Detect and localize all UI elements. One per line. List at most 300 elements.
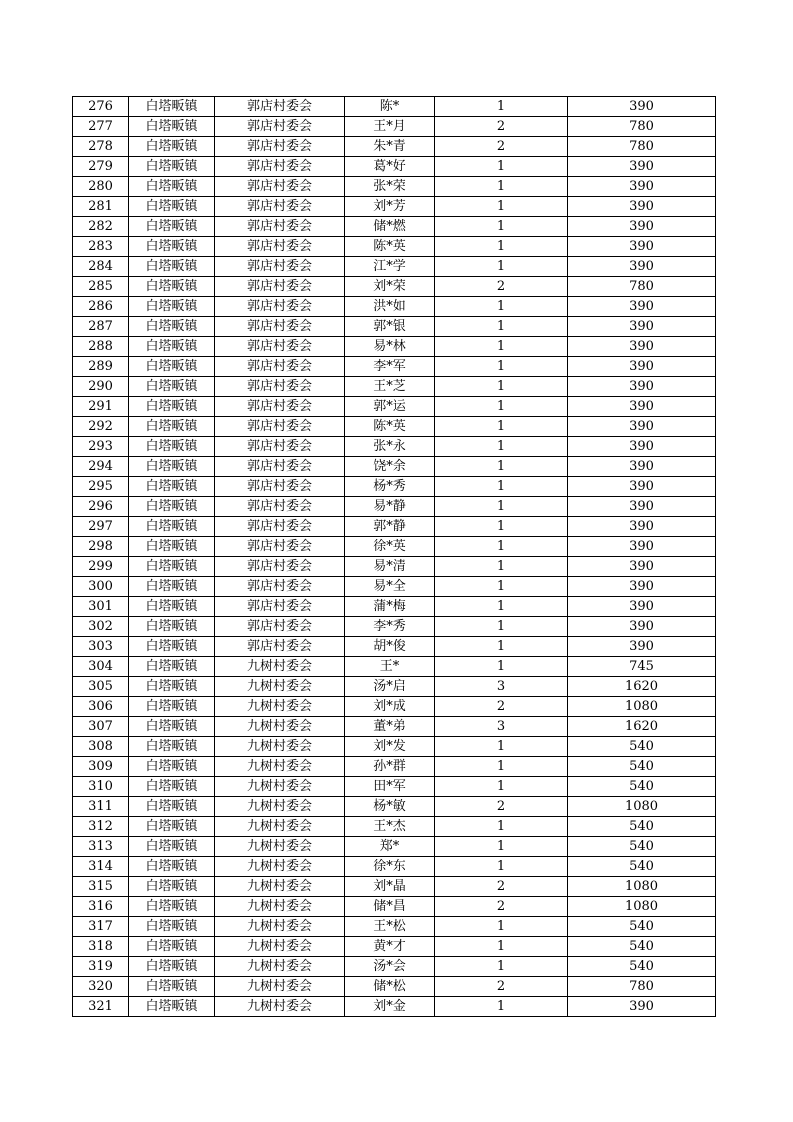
town-cell: 白塔畈镇	[129, 437, 215, 457]
name-cell: 储*燃	[345, 217, 435, 237]
row-number-cell: 316	[73, 897, 129, 917]
amount-cell: 390	[568, 497, 716, 517]
count-cell: 2	[435, 137, 568, 157]
amount-cell: 390	[568, 417, 716, 437]
row-number-cell: 300	[73, 577, 129, 597]
name-cell: 郭*银	[345, 317, 435, 337]
town-cell: 白塔畈镇	[129, 457, 215, 477]
row-number-cell: 297	[73, 517, 129, 537]
town-cell: 白塔畈镇	[129, 597, 215, 617]
village-committee-cell: 郭店村委会	[215, 97, 345, 117]
amount-cell: 1080	[568, 797, 716, 817]
village-committee-cell: 九树村委会	[215, 657, 345, 677]
town-cell: 白塔畈镇	[129, 297, 215, 317]
village-committee-cell: 郭店村委会	[215, 477, 345, 497]
row-number-cell: 305	[73, 677, 129, 697]
count-cell: 1	[435, 177, 568, 197]
amount-cell: 1080	[568, 697, 716, 717]
amount-cell: 390	[568, 177, 716, 197]
count-cell: 1	[435, 357, 568, 377]
table-row	[73, 797, 716, 817]
row-number-cell: 315	[73, 877, 129, 897]
amount-cell: 390	[568, 97, 716, 117]
amount-cell: 390	[568, 997, 716, 1017]
town-cell: 白塔畈镇	[129, 557, 215, 577]
table-row	[73, 117, 716, 137]
amount-cell: 1080	[568, 877, 716, 897]
village-committee-cell: 九树村委会	[215, 977, 345, 997]
table-row	[73, 657, 716, 677]
table-row	[73, 317, 716, 337]
amount-cell: 390	[568, 297, 716, 317]
town-cell: 白塔畈镇	[129, 697, 215, 717]
row-number-cell: 319	[73, 957, 129, 977]
town-cell: 白塔畈镇	[129, 797, 215, 817]
row-number-cell: 295	[73, 477, 129, 497]
row-number-cell: 292	[73, 417, 129, 437]
amount-cell: 390	[568, 637, 716, 657]
town-cell: 白塔畈镇	[129, 337, 215, 357]
amount-cell: 390	[568, 537, 716, 557]
table-row	[73, 437, 716, 457]
amount-cell: 390	[568, 377, 716, 397]
row-number-cell: 285	[73, 277, 129, 297]
name-cell: 李*军	[345, 357, 435, 377]
row-number-cell: 290	[73, 377, 129, 397]
table-body	[73, 97, 716, 1017]
village-committee-cell: 郭店村委会	[215, 617, 345, 637]
count-cell: 1	[435, 757, 568, 777]
town-cell: 白塔畈镇	[129, 897, 215, 917]
village-committee-cell: 九树村委会	[215, 837, 345, 857]
name-cell: 朱*青	[345, 137, 435, 157]
village-committee-cell: 郭店村委会	[215, 337, 345, 357]
name-cell: 刘*芳	[345, 197, 435, 217]
village-committee-cell: 郭店村委会	[215, 517, 345, 537]
table-row	[73, 777, 716, 797]
row-number-cell: 288	[73, 337, 129, 357]
row-number-cell: 284	[73, 257, 129, 277]
name-cell: 易*林	[345, 337, 435, 357]
row-number-cell: 296	[73, 497, 129, 517]
amount-cell: 390	[568, 337, 716, 357]
name-cell: 刘*发	[345, 737, 435, 757]
table-row	[73, 997, 716, 1017]
count-cell: 1	[435, 237, 568, 257]
row-number-cell: 286	[73, 297, 129, 317]
name-cell: 陈*英	[345, 417, 435, 437]
amount-cell: 780	[568, 137, 716, 157]
count-cell: 1	[435, 217, 568, 237]
town-cell: 白塔畈镇	[129, 177, 215, 197]
name-cell: 杨*秀	[345, 477, 435, 497]
table-row	[73, 897, 716, 917]
name-cell: 郑*	[345, 837, 435, 857]
town-cell: 白塔畈镇	[129, 537, 215, 557]
count-cell: 1	[435, 837, 568, 857]
count-cell: 1	[435, 617, 568, 637]
row-number-cell: 303	[73, 637, 129, 657]
table-row	[73, 977, 716, 997]
amount-cell: 390	[568, 397, 716, 417]
amount-cell: 390	[568, 217, 716, 237]
village-committee-cell: 郭店村委会	[215, 537, 345, 557]
row-number-cell: 299	[73, 557, 129, 577]
row-number-cell: 308	[73, 737, 129, 757]
row-number-cell: 281	[73, 197, 129, 217]
amount-cell: 1620	[568, 717, 716, 737]
count-cell: 1	[435, 317, 568, 337]
name-cell: 刘*荣	[345, 277, 435, 297]
row-number-cell: 283	[73, 237, 129, 257]
table-row	[73, 457, 716, 477]
name-cell: 洪*如	[345, 297, 435, 317]
village-committee-cell: 郭店村委会	[215, 217, 345, 237]
amount-cell: 390	[568, 517, 716, 537]
name-cell: 董*弟	[345, 717, 435, 737]
table-row	[73, 917, 716, 937]
town-cell: 白塔畈镇	[129, 957, 215, 977]
count-cell: 1	[435, 477, 568, 497]
town-cell: 白塔畈镇	[129, 217, 215, 237]
town-cell: 白塔畈镇	[129, 317, 215, 337]
town-cell: 白塔畈镇	[129, 637, 215, 657]
row-number-cell: 313	[73, 837, 129, 857]
table-row	[73, 677, 716, 697]
town-cell: 白塔畈镇	[129, 997, 215, 1017]
amount-cell: 540	[568, 917, 716, 937]
name-cell: 易*全	[345, 577, 435, 597]
row-number-cell: 320	[73, 977, 129, 997]
amount-cell: 390	[568, 257, 716, 277]
village-committee-cell: 郭店村委会	[215, 377, 345, 397]
name-cell: 汤*启	[345, 677, 435, 697]
table-row	[73, 597, 716, 617]
town-cell: 白塔畈镇	[129, 657, 215, 677]
village-committee-cell: 郭店村委会	[215, 237, 345, 257]
village-committee-cell: 九树村委会	[215, 897, 345, 917]
row-number-cell: 277	[73, 117, 129, 137]
village-committee-cell: 九树村委会	[215, 857, 345, 877]
count-cell: 1	[435, 517, 568, 537]
count-cell: 1	[435, 577, 568, 597]
town-cell: 白塔畈镇	[129, 577, 215, 597]
town-cell: 白塔畈镇	[129, 837, 215, 857]
amount-cell: 540	[568, 837, 716, 857]
row-number-cell: 289	[73, 357, 129, 377]
name-cell: 刘*晶	[345, 877, 435, 897]
table-row	[73, 197, 716, 217]
table-row	[73, 277, 716, 297]
amount-cell: 540	[568, 737, 716, 757]
count-cell: 1	[435, 297, 568, 317]
table-row	[73, 497, 716, 517]
table-row	[73, 97, 716, 117]
village-committee-cell: 郭店村委会	[215, 497, 345, 517]
table-row	[73, 137, 716, 157]
amount-cell: 390	[568, 357, 716, 377]
village-committee-cell: 郭店村委会	[215, 417, 345, 437]
count-cell: 3	[435, 677, 568, 697]
town-cell: 白塔畈镇	[129, 257, 215, 277]
village-committee-cell: 郭店村委会	[215, 177, 345, 197]
count-cell: 1	[435, 437, 568, 457]
name-cell: 王*	[345, 657, 435, 677]
village-committee-cell: 郭店村委会	[215, 137, 345, 157]
count-cell: 1	[435, 937, 568, 957]
town-cell: 白塔畈镇	[129, 417, 215, 437]
count-cell: 1	[435, 597, 568, 617]
count-cell: 1	[435, 777, 568, 797]
row-number-cell: 307	[73, 717, 129, 737]
count-cell: 1	[435, 257, 568, 277]
town-cell: 白塔畈镇	[129, 377, 215, 397]
name-cell: 易*静	[345, 497, 435, 517]
count-cell: 1	[435, 917, 568, 937]
amount-cell: 390	[568, 237, 716, 257]
town-cell: 白塔畈镇	[129, 517, 215, 537]
count-cell: 1	[435, 377, 568, 397]
name-cell: 葛*好	[345, 157, 435, 177]
table-row	[73, 397, 716, 417]
count-cell: 1	[435, 557, 568, 577]
row-number-cell: 287	[73, 317, 129, 337]
village-committee-cell: 郭店村委会	[215, 197, 345, 217]
village-committee-cell: 九树村委会	[215, 997, 345, 1017]
village-committee-cell: 九树村委会	[215, 757, 345, 777]
amount-cell: 390	[568, 457, 716, 477]
count-cell: 2	[435, 697, 568, 717]
name-cell: 孙*群	[345, 757, 435, 777]
town-cell: 白塔畈镇	[129, 817, 215, 837]
row-number-cell: 314	[73, 857, 129, 877]
town-cell: 白塔畈镇	[129, 397, 215, 417]
town-cell: 白塔畈镇	[129, 117, 215, 137]
count-cell: 1	[435, 97, 568, 117]
table-row	[73, 617, 716, 637]
count-cell: 1	[435, 957, 568, 977]
count-cell: 1	[435, 737, 568, 757]
document-page	[72, 96, 716, 1017]
count-cell: 1	[435, 417, 568, 437]
table-row	[73, 577, 716, 597]
amount-cell: 390	[568, 617, 716, 637]
town-cell: 白塔畈镇	[129, 617, 215, 637]
data-table	[72, 96, 716, 1017]
row-number-cell: 278	[73, 137, 129, 157]
amount-cell: 1080	[568, 897, 716, 917]
table-row	[73, 737, 716, 757]
name-cell: 刘*金	[345, 997, 435, 1017]
village-committee-cell: 郭店村委会	[215, 637, 345, 657]
name-cell: 徐*东	[345, 857, 435, 877]
town-cell: 白塔畈镇	[129, 477, 215, 497]
town-cell: 白塔畈镇	[129, 977, 215, 997]
count-cell: 3	[435, 717, 568, 737]
village-committee-cell: 郭店村委会	[215, 117, 345, 137]
town-cell: 白塔畈镇	[129, 737, 215, 757]
town-cell: 白塔畈镇	[129, 777, 215, 797]
village-committee-cell: 郭店村委会	[215, 257, 345, 277]
town-cell: 白塔畈镇	[129, 277, 215, 297]
amount-cell: 390	[568, 477, 716, 497]
table-row	[73, 537, 716, 557]
village-committee-cell: 九树村委会	[215, 877, 345, 897]
table-row	[73, 237, 716, 257]
row-number-cell: 312	[73, 817, 129, 837]
table-row	[73, 837, 716, 857]
village-committee-cell: 九树村委会	[215, 937, 345, 957]
amount-cell: 540	[568, 777, 716, 797]
count-cell: 1	[435, 457, 568, 477]
name-cell: 饶*余	[345, 457, 435, 477]
row-number-cell: 291	[73, 397, 129, 417]
name-cell: 江*学	[345, 257, 435, 277]
village-committee-cell: 郭店村委会	[215, 317, 345, 337]
town-cell: 白塔畈镇	[129, 197, 215, 217]
name-cell: 郭*运	[345, 397, 435, 417]
town-cell: 白塔畈镇	[129, 677, 215, 697]
name-cell: 王*芝	[345, 377, 435, 397]
table-row	[73, 957, 716, 977]
count-cell: 2	[435, 877, 568, 897]
row-number-cell: 293	[73, 437, 129, 457]
name-cell: 储*昌	[345, 897, 435, 917]
table-row	[73, 257, 716, 277]
amount-cell: 390	[568, 437, 716, 457]
village-committee-cell: 郭店村委会	[215, 397, 345, 417]
town-cell: 白塔畈镇	[129, 717, 215, 737]
town-cell: 白塔畈镇	[129, 137, 215, 157]
table-row	[73, 297, 716, 317]
village-committee-cell: 郭店村委会	[215, 557, 345, 577]
name-cell: 储*松	[345, 977, 435, 997]
count-cell: 2	[435, 977, 568, 997]
count-cell: 1	[435, 817, 568, 837]
amount-cell: 780	[568, 117, 716, 137]
table-row	[73, 217, 716, 237]
table-row	[73, 517, 716, 537]
count-cell: 1	[435, 337, 568, 357]
amount-cell: 540	[568, 937, 716, 957]
town-cell: 白塔畈镇	[129, 877, 215, 897]
amount-cell: 780	[568, 977, 716, 997]
count-cell: 1	[435, 657, 568, 677]
row-number-cell: 301	[73, 597, 129, 617]
row-number-cell: 317	[73, 917, 129, 937]
count-cell: 1	[435, 397, 568, 417]
table-row	[73, 417, 716, 437]
name-cell: 胡*俊	[345, 637, 435, 657]
village-committee-cell: 郭店村委会	[215, 437, 345, 457]
name-cell: 蒲*梅	[345, 597, 435, 617]
row-number-cell: 310	[73, 777, 129, 797]
name-cell: 李*秀	[345, 617, 435, 637]
amount-cell: 1620	[568, 677, 716, 697]
village-committee-cell: 九树村委会	[215, 797, 345, 817]
village-committee-cell: 郭店村委会	[215, 577, 345, 597]
table-row	[73, 637, 716, 657]
count-cell: 1	[435, 497, 568, 517]
village-committee-cell: 九树村委会	[215, 917, 345, 937]
town-cell: 白塔畈镇	[129, 357, 215, 377]
table-row	[73, 857, 716, 877]
table-row	[73, 877, 716, 897]
row-number-cell: 280	[73, 177, 129, 197]
name-cell: 刘*成	[345, 697, 435, 717]
name-cell: 王*杰	[345, 817, 435, 837]
count-cell: 1	[435, 157, 568, 177]
table-row	[73, 817, 716, 837]
town-cell: 白塔畈镇	[129, 157, 215, 177]
row-number-cell: 282	[73, 217, 129, 237]
name-cell: 杨*敏	[345, 797, 435, 817]
village-committee-cell: 九树村委会	[215, 717, 345, 737]
count-cell: 1	[435, 537, 568, 557]
table-row	[73, 357, 716, 377]
town-cell: 白塔畈镇	[129, 857, 215, 877]
amount-cell: 540	[568, 757, 716, 777]
name-cell: 陈*英	[345, 237, 435, 257]
row-number-cell: 321	[73, 997, 129, 1017]
amount-cell: 390	[568, 197, 716, 217]
row-number-cell: 276	[73, 97, 129, 117]
village-committee-cell: 郭店村委会	[215, 597, 345, 617]
town-cell: 白塔畈镇	[129, 497, 215, 517]
name-cell: 张*荣	[345, 177, 435, 197]
amount-cell: 390	[568, 317, 716, 337]
table-row	[73, 337, 716, 357]
name-cell: 王*松	[345, 917, 435, 937]
amount-cell: 540	[568, 957, 716, 977]
table-row	[73, 697, 716, 717]
table-row	[73, 757, 716, 777]
town-cell: 白塔畈镇	[129, 97, 215, 117]
village-committee-cell: 九树村委会	[215, 777, 345, 797]
town-cell: 白塔畈镇	[129, 237, 215, 257]
row-number-cell: 311	[73, 797, 129, 817]
village-committee-cell: 郭店村委会	[215, 297, 345, 317]
village-committee-cell: 九树村委会	[215, 817, 345, 837]
village-committee-cell: 郭店村委会	[215, 457, 345, 477]
village-committee-cell: 九树村委会	[215, 677, 345, 697]
name-cell: 徐*英	[345, 537, 435, 557]
count-cell: 1	[435, 197, 568, 217]
amount-cell: 390	[568, 557, 716, 577]
count-cell: 2	[435, 117, 568, 137]
name-cell: 王*月	[345, 117, 435, 137]
village-committee-cell: 郭店村委会	[215, 277, 345, 297]
amount-cell: 390	[568, 577, 716, 597]
count-cell: 1	[435, 997, 568, 1017]
name-cell: 陈*	[345, 97, 435, 117]
row-number-cell: 318	[73, 937, 129, 957]
table-row	[73, 717, 716, 737]
row-number-cell: 279	[73, 157, 129, 177]
table-row	[73, 157, 716, 177]
count-cell: 1	[435, 857, 568, 877]
name-cell: 易*清	[345, 557, 435, 577]
name-cell: 田*军	[345, 777, 435, 797]
village-committee-cell: 郭店村委会	[215, 157, 345, 177]
town-cell: 白塔畈镇	[129, 917, 215, 937]
name-cell: 黄*才	[345, 937, 435, 957]
row-number-cell: 309	[73, 757, 129, 777]
name-cell: 张*永	[345, 437, 435, 457]
count-cell: 1	[435, 637, 568, 657]
village-committee-cell: 郭店村委会	[215, 357, 345, 377]
table-row	[73, 177, 716, 197]
